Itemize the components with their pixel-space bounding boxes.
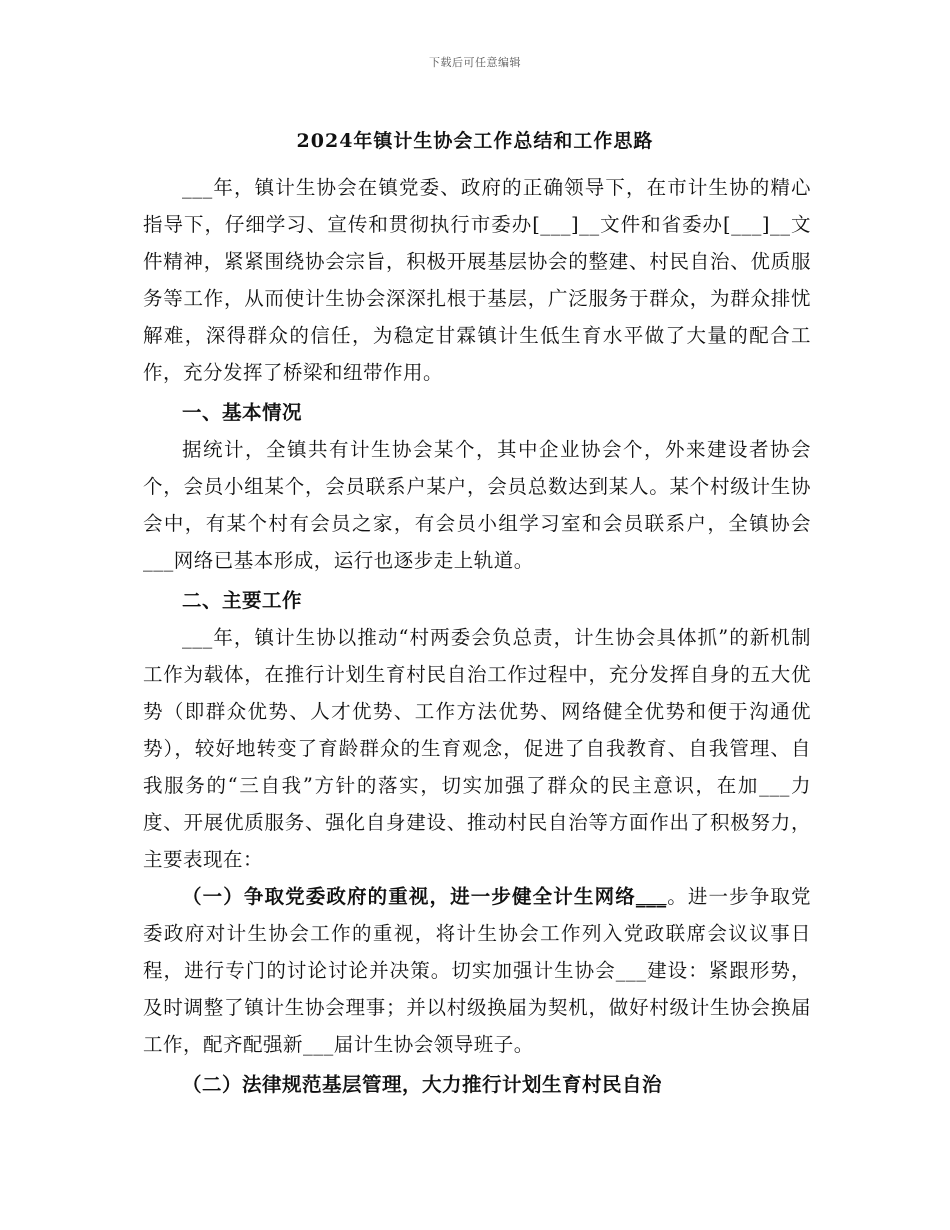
basic-situation-paragraph: 据统计，全镇共有计生协会某个，其中企业协会个，外来建设者协会个，会员小组某个，会员联系户某户，会员总数达到某人。某个村级计生协会中，有某个村有会员之家，有会员小组学习室和会员联系户，全镇协会___网络已基本形成，运行也逐步走上轨道。	[143, 438, 811, 572]
subsection-1-body: 。进一步争取党委政府对计生协会工作的重视，将计生协会工作列入党政联席会议议事日程，进行专门的讨论讨论并决策。切实加强计生协会___建设：紧跟形势，及时调整了镇计生协会理事；并以村级换届为契机，做好村级计生协会换届工作，配齐配强新___届计生协会领导班子。	[143, 885, 811, 1056]
subsection-1-title: （一）争取党委政府的重视，进一步健全计生网络	[182, 885, 636, 908]
section-heading-basic-situation: 一、基本情况	[182, 401, 303, 424]
main-work-paragraph: ___年，镇计生协以推动“村两委会负总责，计生协会具体抓”的新机制工作为载体，在推行计划生育村民自治工作过程中，充分发挥自身的五大优势（即群众优势、人才优势、工作方法优势、网络健全优势和便于沟通优势），较好地转变了育龄群众的生育观念，促进了自我教育、自我管理、自我服务的“三自我”方针的落实，切实加强了群众的民主意识，在加___力度、开展优质服务、强化自身建设、推动村民自治等方面作出了积极努力，主要表现在：	[143, 626, 811, 871]
document-title: 2024年镇计生协会工作总结和工作思路	[296, 130, 654, 152]
page-header-note: 下载后可任意编辑	[429, 56, 521, 69]
subsection-1-paragraph	[143, 878, 811, 1063]
intro-paragraph: ___年，镇计生协会在镇党委、政府的正确领导下，在市计生协的精心指导下，仔细学习、宣传和贯彻执行市委办[___]__文件和省委办[___]__文件精神，紧紧围绕协会宗旨，积极开展基层协会的整建、村民自治、优质服务等工作，从而使计生协会深深扎根于基层，广泛服务于群众，为群众排忧解难，深得群众的信任，为稳定甘霖镇计生低生育水平做了大量的配合工作，充分发挥了桥梁和纽带作用。	[143, 176, 811, 384]
subsection-2-title: （二）法律规范基层管理，大力推行计划生育村民自治	[182, 1073, 663, 1096]
subsection-1-title-blank: ___	[635, 885, 667, 908]
document-body	[143, 169, 811, 1103]
section-heading-main-work: 二、主要工作	[182, 589, 303, 612]
